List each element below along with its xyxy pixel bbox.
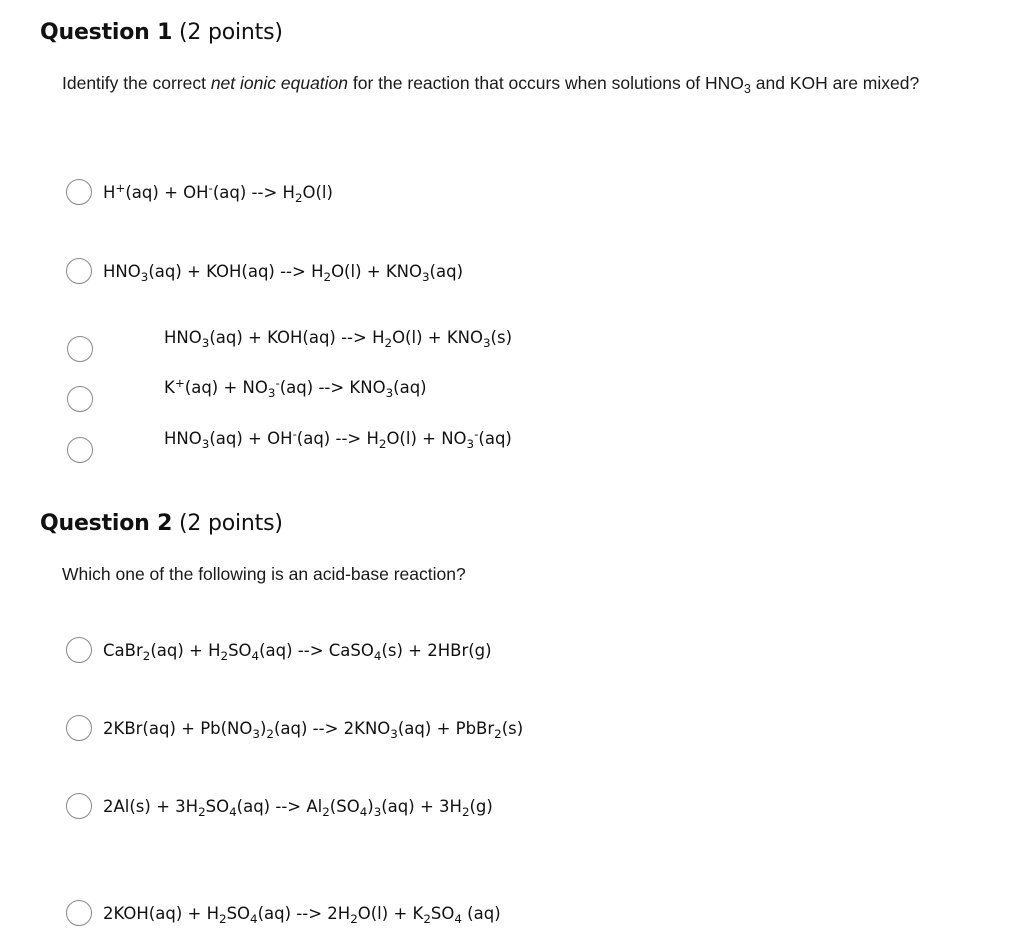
question-1-points: (2 points) <box>178 20 283 45</box>
prompt-emphasis: net ionic equation <box>210 73 349 93</box>
q1-option-5-radio[interactable] <box>67 437 93 463</box>
q2-option-4-radio[interactable] <box>66 900 92 926</box>
q1-option-4-radio[interactable] <box>67 386 93 412</box>
q1-option-1-label[interactable]: H+(aq) + OH-(aq) --> $H_2O(l)$ <box>103 181 333 206</box>
question-2-name: Question 2 <box>40 511 173 536</box>
q2-option-2-label[interactable]: $2KBr(aq) + Pb(NO_3)_2(aq)$ --> $2KNO_3(aq)$ + PbBr$_2$(s) <box>103 719 524 742</box>
q1-option-3-radio[interactable] <box>67 336 93 362</box>
prompt-text: Identify the correct <box>62 73 211 93</box>
q2-option-2-radio[interactable] <box>66 715 92 741</box>
question-2-points: (2 points) <box>178 511 283 536</box>
q1-option-2-label[interactable]: $HNO_3(aq) + KOH(aq)$ --> $H_2O(l) + KNO_3(aq)$ <box>103 262 464 285</box>
prompt-text: for the reaction that occurs when solutions of HNO <box>348 73 744 93</box>
q1-option-1-radio[interactable] <box>66 179 92 205</box>
q2-option-1-radio[interactable] <box>66 637 92 663</box>
q1-option-4-label[interactable]: $K^+(aq) + NO_3^-(aq)$ --> $KNO_3(aq)$ <box>164 376 427 401</box>
question-2-prompt: Which one of the following is an acid-base reaction? <box>62 564 466 584</box>
prompt-text: and KOH are mixed? <box>750 73 920 93</box>
q1-option-2-radio[interactable] <box>66 258 92 284</box>
question-1-prompt <box>62 66 982 100</box>
question-2-title <box>40 511 283 536</box>
prompt-subscript: 3 <box>743 82 751 97</box>
q1-option-5-label[interactable]: $HNO_3(aq) + OH^-(aq)$ --> $H_2O(l) + NO_3^-(aq)$ <box>164 427 512 452</box>
question-1-title <box>40 20 283 45</box>
q2-option-3-radio[interactable] <box>66 793 92 819</box>
q2-option-1-label[interactable]: CaBr$_2$(aq) + $H_2SO_4(aq)$ --> CaSO$_4$(s) + 2HBr(g) <box>103 641 492 664</box>
q1-option-3-label[interactable]: $HNO_3(aq) + KOH(aq)$ --> $H_2O(l) + KNO_3(s)$ <box>164 328 513 351</box>
q2-option-3-label[interactable]: $2Al(s) + 3H_2SO_4(aq)$ --> $Al_2(SO_4)_3(aq) + 3H_2(g)$ <box>103 797 493 820</box>
question-1-name: Question 1 <box>40 20 173 45</box>
q2-option-4-label[interactable]: $2KOH(aq) + H_2SO_4(aq)$ --> $2H_2O(l) + K_2SO_4$ (aq) <box>103 904 501 927</box>
